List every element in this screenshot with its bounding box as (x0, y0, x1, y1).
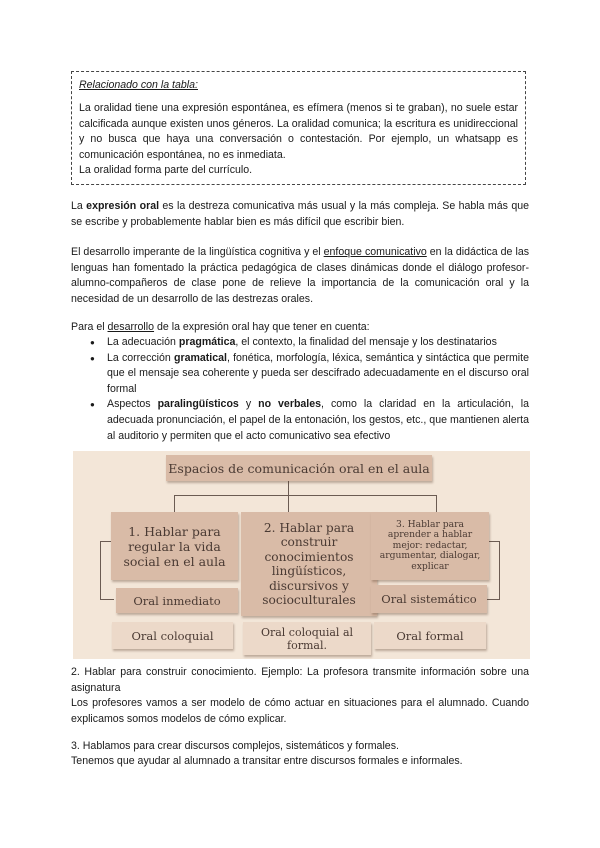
para2-post: en la didáctica de las lenguas han fomentado la práctica pedagógica de clases dinámicas donde el diálogo profesor-alumno-compañeros de clase pone de relieve la importancia de la comunicación oral y la necesidad de un desarrollo de las destrezas orales. (71, 246, 530, 305)
connector (100, 599, 114, 600)
connector (288, 495, 289, 512)
box-construir-conocimientos: 2. Hablar para construir conocimientos lingüísticos, discursivos y socioculturales (241, 512, 377, 616)
oral-coloquial-label: Oral coloquial (112, 622, 233, 649)
connector (436, 495, 437, 512)
box-regular-vida-social: 1. Hablar para regular la vida social en el aula (111, 512, 238, 580)
considerations-list (86, 335, 529, 444)
related-note-box (71, 71, 526, 185)
paragraph-transitar: Tenemos que ayudar al alumnado a transitar entre discursos formales e informales. (71, 755, 463, 767)
connector (288, 480, 289, 495)
connector (174, 495, 175, 512)
paragraph-construir-conocimiento: 2. Hablar para construir conocimiento. Ejemplo: La profesora transmite información sobre una asignatura (71, 666, 529, 694)
connector (486, 599, 500, 600)
para3-post: de la expresión oral hay que tener en cuenta: (154, 321, 370, 333)
list-item: ● La corrección gramatical, fonética, morfología, léxica, semántica y sintáctica que permite que el mensaje sea coherente y pueda ser descifrado adecuadamente en el discurso oral formal (86, 351, 529, 398)
para1-post: es la destreza comunicativa más usual y la más compleja. Se habla más que se escribe y probablemente hablar bien es más difícil que escribir bien. (71, 200, 529, 228)
note-title: Relacionado con la tabla: (79, 79, 198, 91)
diagram-title: Espacios de comunicación oral en el aula (166, 455, 432, 481)
para1-pre: La (71, 200, 87, 212)
oral-formal-label: Oral formal (374, 622, 486, 649)
connector (499, 541, 500, 599)
paragraph-enfoque (71, 245, 529, 307)
paragraph-discursos-complejos: 3. Hablamos para crear discursos complejos, sistemáticos y formales. (71, 740, 399, 752)
oral-coloquial-formal-label: Oral coloquial al formal. (243, 622, 371, 655)
connector (100, 541, 101, 599)
paragraph-profesores-modelo: Los profesores vamos a ser modelo de cómo actuar en situaciones para el alumnado. Cuando explicamos somos modelos de cómo explicar. (71, 697, 529, 725)
connector (174, 495, 436, 496)
link-desarrollo[interactable]: desarrollo (107, 321, 155, 333)
paragraph-desarrollo (71, 320, 529, 336)
oral-sistematico-label: Oral sistemático (371, 585, 487, 613)
para1-bold: expresión oral (86, 200, 160, 212)
paragraph-expresion-oral (71, 199, 529, 230)
list-item: ● La adecuación pragmática, el contexto, la finalidad del mensaje y los destinatarios (86, 335, 529, 351)
box-aprender-hablar: 3. Hablar para aprender a hablar mejor: redactar, argumentar, dialogar, explicar (371, 512, 489, 580)
link-enfoque-comunicativo[interactable]: enfoque comunicativo (323, 246, 427, 258)
oral-inmediato-label: Oral inmediato (116, 588, 238, 613)
note-text: La oralidad tiene una expresión espontánea, es efímera (menos si te graban), no suele estar calcificada aunque existen unos géneros. La oralidad comunica; la escritura es unidireccional y no busca que haya una conversación o contestación. Por ejemplo, un whatsapp es comunicación espontánea, no es inmediata. (79, 102, 518, 161)
list-item: ● Aspectos paralingüísticos y no verbales, como la claridad en la articulación, la adecuada pronunciación, el papel de la entonación, los gestos, etc., que mantienen alerta al auditorio y permiten que el acto comunicativo sea efectivo (86, 397, 529, 444)
para3-pre: Para el (71, 321, 108, 333)
note-text-2: La oralidad forma parte del currículo. (79, 164, 253, 177)
para2-pre: El desarrollo imperante de la lingüística cognitiva y el (71, 246, 324, 258)
oral-communication-diagram (73, 451, 530, 659)
